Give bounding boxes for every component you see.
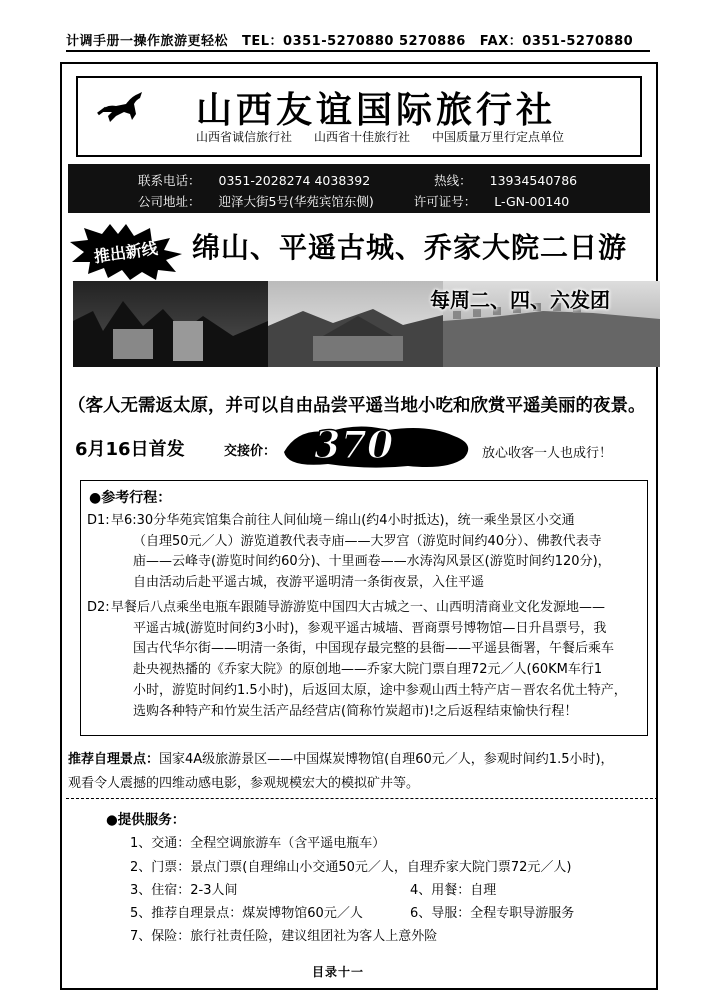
license-label: 许可证号： [413, 194, 477, 209]
price-value: 370 [314, 422, 394, 467]
page-footer: 目录十一 [312, 965, 365, 979]
itinerary-line: （自理50元／人）游览道教代表寺庙——大罗宫（游览时间约40分）、佛教代表寺 [133, 533, 602, 549]
service-item: 7、保险：旅行社责任险，建议组团社为客人上意外险 [130, 929, 438, 944]
recommend-text-2: 观看令人震撼的四维动感电影，参观规模宏大的模拟矿井等。 [68, 776, 420, 791]
top-fax: FAX：0351-5270880 [479, 34, 634, 49]
top-tel: TEL：0351-5270880 5270886 [242, 34, 466, 49]
first-departure-date: 6月16日首发 [75, 439, 185, 460]
service-item: 3、住宿：2-3人间 [130, 883, 238, 898]
itinerary-line: 赴央视热播的《乔家大院》的原创地——乔家大院门票自理72元／人(60KM车行1 [133, 662, 603, 678]
address: 迎泽大街5号(华苑宾馆东侧) [218, 194, 374, 209]
slogan: （客人无需返太原，并可以自由品尝平遥当地小吃和欣赏平遥美丽的夜景。 [68, 396, 646, 416]
day-label: D2: [87, 600, 110, 615]
recommended-attractions [68, 748, 658, 796]
itinerary-line: 庙——云峰寺(游览时间约60分)、十里画卷——水涛沟风景区(游览时间约120分)， [133, 554, 611, 570]
price-row [68, 422, 660, 467]
service-item: 2、门票：景点门票(自理绵山小交通50元／人，自理乔家大院门票72元／人) [130, 860, 572, 875]
phone-label: 联系电话： [138, 173, 201, 188]
service-item: 4、用餐：自理 [410, 883, 497, 898]
itinerary-title: ●参考行程： [89, 490, 172, 506]
phone: 0351-2028274 4038392 [218, 173, 371, 188]
sub-agency: 中国质量万里行定点单位 [432, 130, 565, 144]
itinerary-line: 早6:30分华苑宾馆集合前往人间仙境－绵山(约4小时抵达)，统一乘坐景区小交通 [111, 513, 575, 528]
new-line-badge [66, 222, 186, 282]
itinerary-line: 早餐后八点乘坐电瓶车跟随导游游览中国四大古城之一、山西明清商业文化发源地—— [111, 600, 606, 615]
price-label: 交接价： [224, 444, 277, 459]
sub-agencies [196, 128, 586, 145]
service-item: 6、导服：全程专职导游服务 [410, 906, 575, 921]
divider [66, 798, 658, 799]
address-label: 公司地址： [138, 194, 201, 209]
price-assurance: 放心收客一人也成行！ [482, 446, 613, 461]
itinerary-box [80, 480, 648, 736]
itinerary-line: 平遥古城(游览时间约3小时)，参观平遥古城墙、晋商票号博物馆—日升昌票号，我 [133, 620, 607, 636]
horse-logo-icon [96, 86, 146, 126]
price-unit: 元／人 [411, 446, 451, 461]
new-line-badge-text: 推出新线 [92, 238, 159, 267]
recommend-text: 国家4A级旅游景区——中国煤炭博物馆(自理60元／人，参观时间约1.5小时)， [159, 752, 614, 767]
departure-schedule: 每周二、四、六发团 [430, 288, 610, 312]
hotline-label: 热线： [434, 173, 472, 188]
top-bar [66, 30, 650, 52]
itinerary-line: 小时，游览时间约1.5小时)，后返回太原，途中参观山西土特产店－晋农名优土特产， [133, 682, 627, 698]
service-item: 5、推荐自理景点：煤炭博物馆60元／人 [130, 906, 363, 921]
day-1-text [111, 511, 611, 594]
agency-name: 山西友谊国际旅行社 [196, 89, 557, 131]
day-2-text [111, 598, 627, 722]
services-title: ●提供服务： [106, 812, 186, 828]
top-slogan: 计调手册一操作旅游更轻松 [66, 34, 229, 49]
license: L-GN-00140 [494, 194, 570, 209]
itinerary-line: 选购各种特产和竹炭生活产品经营店(简称竹炭超市)!之后返程结束愉快行程！ [133, 703, 578, 719]
hotline: 13934540786 [489, 173, 578, 188]
day-label: D1: [87, 513, 110, 528]
itinerary-line: 国古代华尔街——明清一条街，中国现存最完整的县衙——平遥县衙署，午餐后乘车 [133, 641, 615, 657]
service-item: 1、交通：全程空调旅游车（含平遥电瓶车） [130, 836, 386, 851]
itinerary-line: 自由活动后赴平遥古城，夜游平遥明清一条街夜景，入住平遥 [133, 575, 485, 591]
contact-bar [68, 164, 650, 213]
recommend-label: 推荐自理景点： [68, 752, 160, 767]
sub-agency: 山西省诚信旅行社 [196, 130, 293, 144]
sub-agency: 山西省十佳旅行社 [314, 130, 411, 144]
tour-title: 绵山、平遥古城、乔家大院二日游 [192, 231, 628, 264]
